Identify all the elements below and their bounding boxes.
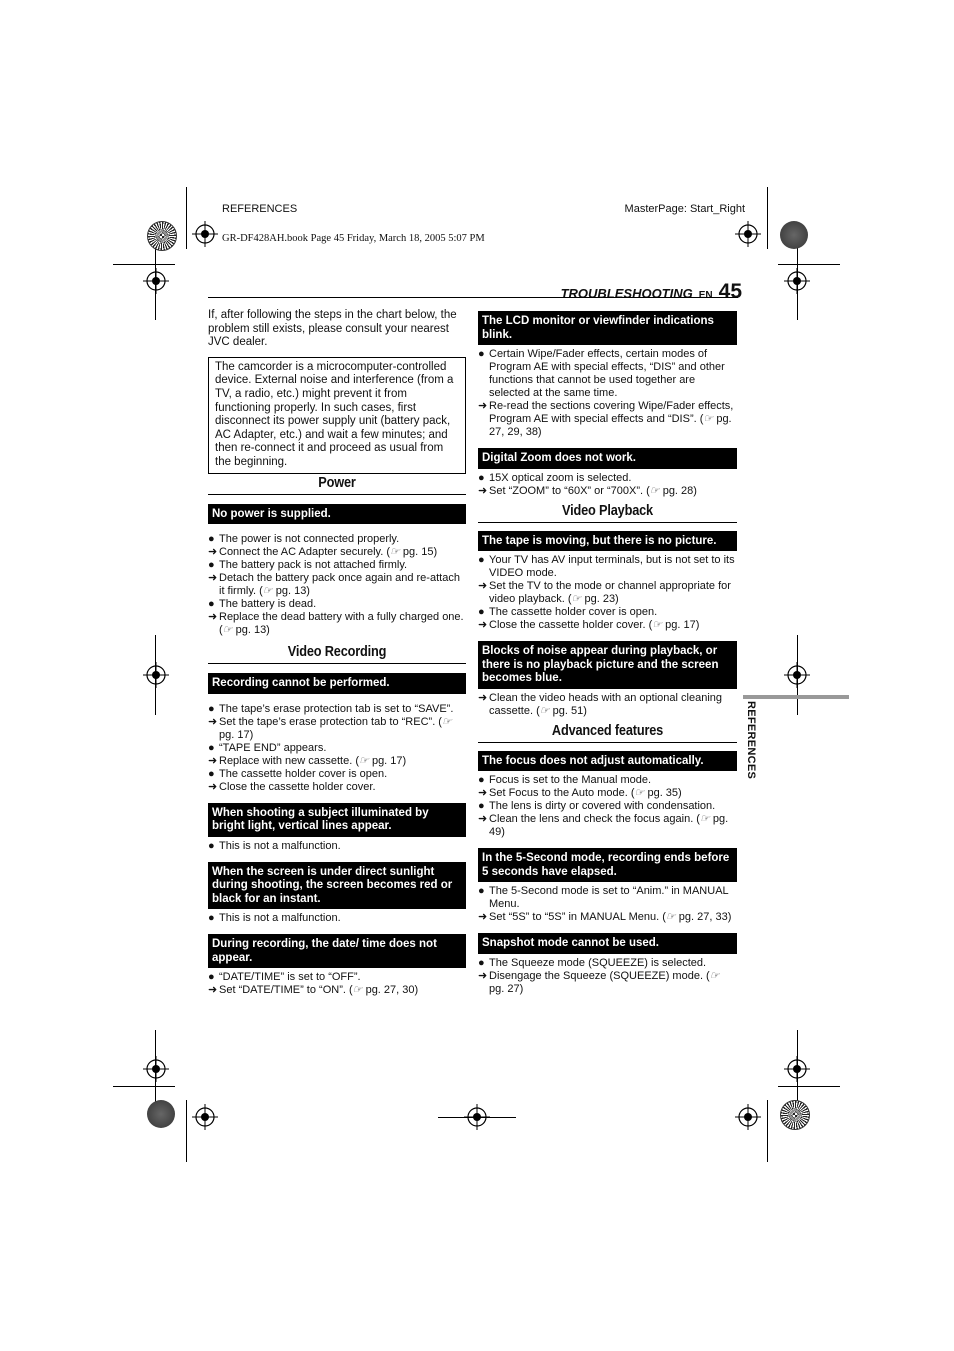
intro-text: If, after following the steps in the chart below, the problem still exists, please consult your nearest JVC dealer. (208, 309, 457, 349)
problem-body: ● The 5-Second mode is set to “Anim.” in MANUAL Menu. ➜ Set “5S” to “5S” in MANUAL Menu. (☞ pg. 27, 33) (478, 885, 732, 923)
arrow-icon: ➜ (478, 787, 488, 799)
problem-heading: When the screen is under direct sunlight during shooting, the screen becomes red or black for an instant. (208, 862, 466, 910)
side-tab-bar (743, 695, 849, 699)
bullet-icon: ● (208, 702, 215, 715)
page-ref-icon: ☞ (665, 911, 676, 923)
section-title-power: Power (318, 474, 356, 491)
registration-mark-icon (192, 1104, 218, 1130)
running-head (561, 280, 742, 304)
header-right: MasterPage: Start_Right (624, 203, 745, 215)
problem-heading: The focus does not adjust automatically. (478, 751, 737, 772)
bullet-icon: ● (478, 348, 485, 360)
header-rule (208, 297, 738, 298)
left-column (208, 309, 466, 997)
problem-body: ● “DATE/TIME” is set to “OFF”. ➜ Set “DATE/TIME” to “ON”. (☞ pg. 27, 30) (208, 971, 419, 997)
color-rosette-icon (780, 1100, 810, 1130)
problem-heading: During recording, the date/ time does not appear. (208, 934, 466, 968)
color-rosette-icon (780, 221, 808, 249)
problem-body: ● Your TV has AV input terminals, but is not set to its VIDEO mode. ➜ Set the TV to the mode or channel appropriate for video playback. (☞ pg. 23) ● The cassette holder cover is open. ➜ Close the cassette holder cover. (☞ pg. 17) (478, 554, 735, 631)
book-info-line: GR-DF428AH.book Page 45 Friday, March 18, 2005 5:07 PM (222, 233, 485, 244)
problem-body: ● Certain Wipe/Fader effects, certain modes of Program AE with special effects, “DIS” and other functions that cannot be used together are selected at the same time. ➜ Re-read the sections covering Wipe/Fader effects, Program AE with special effects and “DIS”. (☞ pg. 27, 29, 38) (478, 348, 734, 438)
problem-body: ● Focus is set to the Manual mode. ➜ Set Focus to the Auto mode. (☞ pg. 35) ● The lens is dirty or covered with condensation. ➜ Clean the lens and check the focus again. (☞ pg. 49) (478, 774, 729, 838)
bullet-icon: ● (478, 554, 485, 566)
problem-body: ● The Squeeze mode (SQUEEZE) is selected. ➜ Disengage the Squeeze (SQUEEZE) mode. (☞ pg. 27) (478, 956, 720, 995)
side-tab (740, 701, 760, 780)
problem-heading: The tape is moving, but there is no picture. (478, 531, 737, 552)
problem-body: ● This is not a malfunction. (208, 839, 341, 852)
problem-heading: No power is supplied. (208, 504, 466, 525)
problem-heading: The LCD monitor or viewfinder indications blink. (478, 311, 737, 345)
note-box: The camcorder is a microcomputer-controlled device. External noise and interference (from a TV, a radio, etc.) might prevent it from functioning properly. In such cases, first disconnect its power supply unit (battery pack, AC Adapter, etc.) and wait a few minutes; and then re-connect it and proceed as usual from the beginning. (208, 357, 466, 474)
page-ref-icon: ☞ (634, 787, 645, 799)
bullet-icon: ● (478, 606, 485, 618)
section-header: TROUBLESHOOTING (560, 286, 693, 301)
bullet-icon: ● (478, 885, 485, 897)
page-ref-icon: ☞ (699, 813, 710, 825)
problem-heading: In the 5-Second mode, recording ends before 5 seconds have elapsed. (478, 848, 737, 882)
problem-body: ● 15X optical zoom is selected. ➜ Set “ZOOM” to “60X” or “700X”. (☞ pg. 28) (478, 471, 697, 497)
page-ref-icon: ☞ (359, 754, 369, 767)
problem-heading: Recording cannot be performed. (208, 673, 466, 694)
arrow-icon: ➜ (208, 611, 218, 624)
arrow-icon: ➜ (478, 911, 488, 923)
bullet-icon: ● (208, 533, 215, 546)
arrow-icon: ➜ (478, 400, 488, 412)
bullet-icon: ● (208, 559, 215, 572)
page-ref-icon: ☞ (441, 715, 452, 728)
bullet-icon: ● (208, 741, 215, 754)
page-ref-icon: ☞ (390, 546, 400, 559)
arrow-icon: ➜ (208, 754, 218, 767)
arrow-icon: ➜ (478, 969, 488, 982)
page-ref-icon: ☞ (703, 413, 714, 425)
page-ref-icon: ☞ (709, 969, 720, 982)
page-ref-icon: ☞ (352, 984, 363, 997)
problem-heading: Snapshot mode cannot be used. (478, 933, 737, 954)
bullet-icon: ● (478, 800, 485, 812)
arrow-icon: ➜ (208, 572, 218, 585)
bullet-icon: ● (208, 912, 215, 925)
page-ref-icon: ☞ (262, 585, 273, 598)
arrow-icon: ➜ (478, 484, 488, 497)
problem-body: ● This is not a malfunction. (208, 912, 341, 925)
arrow-icon: ➜ (478, 580, 488, 592)
bullet-icon: ● (478, 774, 485, 786)
language-label: EN (698, 290, 713, 301)
registration-mark-icon (735, 1104, 761, 1130)
bullet-icon: ● (208, 767, 215, 780)
problem-heading: Digital Zoom does not work. (478, 448, 737, 469)
color-rosette-icon (147, 1100, 175, 1128)
registration-mark-icon (143, 1056, 169, 1082)
registration-mark-icon (784, 662, 810, 688)
problem-heading: Blocks of noise appear during playback, or there is no playback picture and the screen becomes blue. (478, 641, 737, 689)
registration-mark-icon (192, 221, 218, 247)
arrow-icon: ➜ (478, 813, 488, 825)
arrow-icon: ➜ (478, 619, 488, 631)
registration-mark-icon (143, 662, 169, 688)
registration-mark-icon (784, 268, 810, 294)
color-rosette-icon (147, 221, 177, 251)
page-ref-icon: ☞ (649, 484, 660, 497)
problem-body: ● The power is not connected properly. ➜ Connect the AC Adapter securely. (☞ pg. 15) ● The battery pack is not attached firmly. ➜ Detach the battery pack once again and re-attach it firmly. (☞ pg. 13) ● The battery is dead. ➜ Replace the dead battery with a fully charged one. (☞ pg. 13) (208, 533, 464, 637)
problem-heading: When shooting a subject illuminated by bright light, vertical lines appear. (208, 803, 466, 837)
right-column (478, 311, 737, 996)
problem-body: ➜ Clean the video heads with an optional cleaning cassette. (☞ pg. 51) (478, 691, 722, 717)
bullet-icon: ● (208, 598, 215, 611)
bullet-icon: ● (208, 971, 215, 984)
arrow-icon: ➜ (478, 691, 488, 704)
page-ref-icon: ☞ (222, 624, 233, 637)
page-ref-icon: ☞ (652, 619, 663, 631)
section-title-video-recording: Video Recording (287, 644, 387, 661)
arrow-icon: ➜ (208, 984, 218, 997)
registration-mark-icon (143, 268, 169, 294)
arrow-icon: ➜ (208, 715, 218, 728)
page-ref-icon: ☞ (539, 704, 550, 717)
bullet-icon: ● (478, 471, 485, 484)
section-title-video-playback: Video Playback (562, 502, 653, 519)
arrow-icon: ➜ (208, 546, 218, 559)
registration-mark-icon (735, 221, 761, 247)
side-tab-label: REFERENCES (745, 701, 757, 780)
registration-mark-icon (784, 1056, 810, 1082)
bullet-icon: ● (478, 956, 485, 969)
page-ref-icon: ☞ (571, 593, 582, 605)
bullet-icon: ● (208, 839, 215, 852)
arrow-icon: ➜ (208, 780, 218, 793)
section-title-advanced-features: Advanced features (551, 722, 664, 739)
header-left: REFERENCES (222, 203, 298, 215)
problem-body: ● The tape’s erase protection tab is set to “SAVE”. ➜ Set the tape’s erase protection tab to “REC”. (☞ pg. 17) ● “TAPE END” appears. ➜ Replace with new cassette. (☞ pg. 17) ● The cassette holder cover is open. ➜ Close the cassette holder cover. (208, 702, 454, 793)
page-number: 45 (718, 280, 742, 303)
